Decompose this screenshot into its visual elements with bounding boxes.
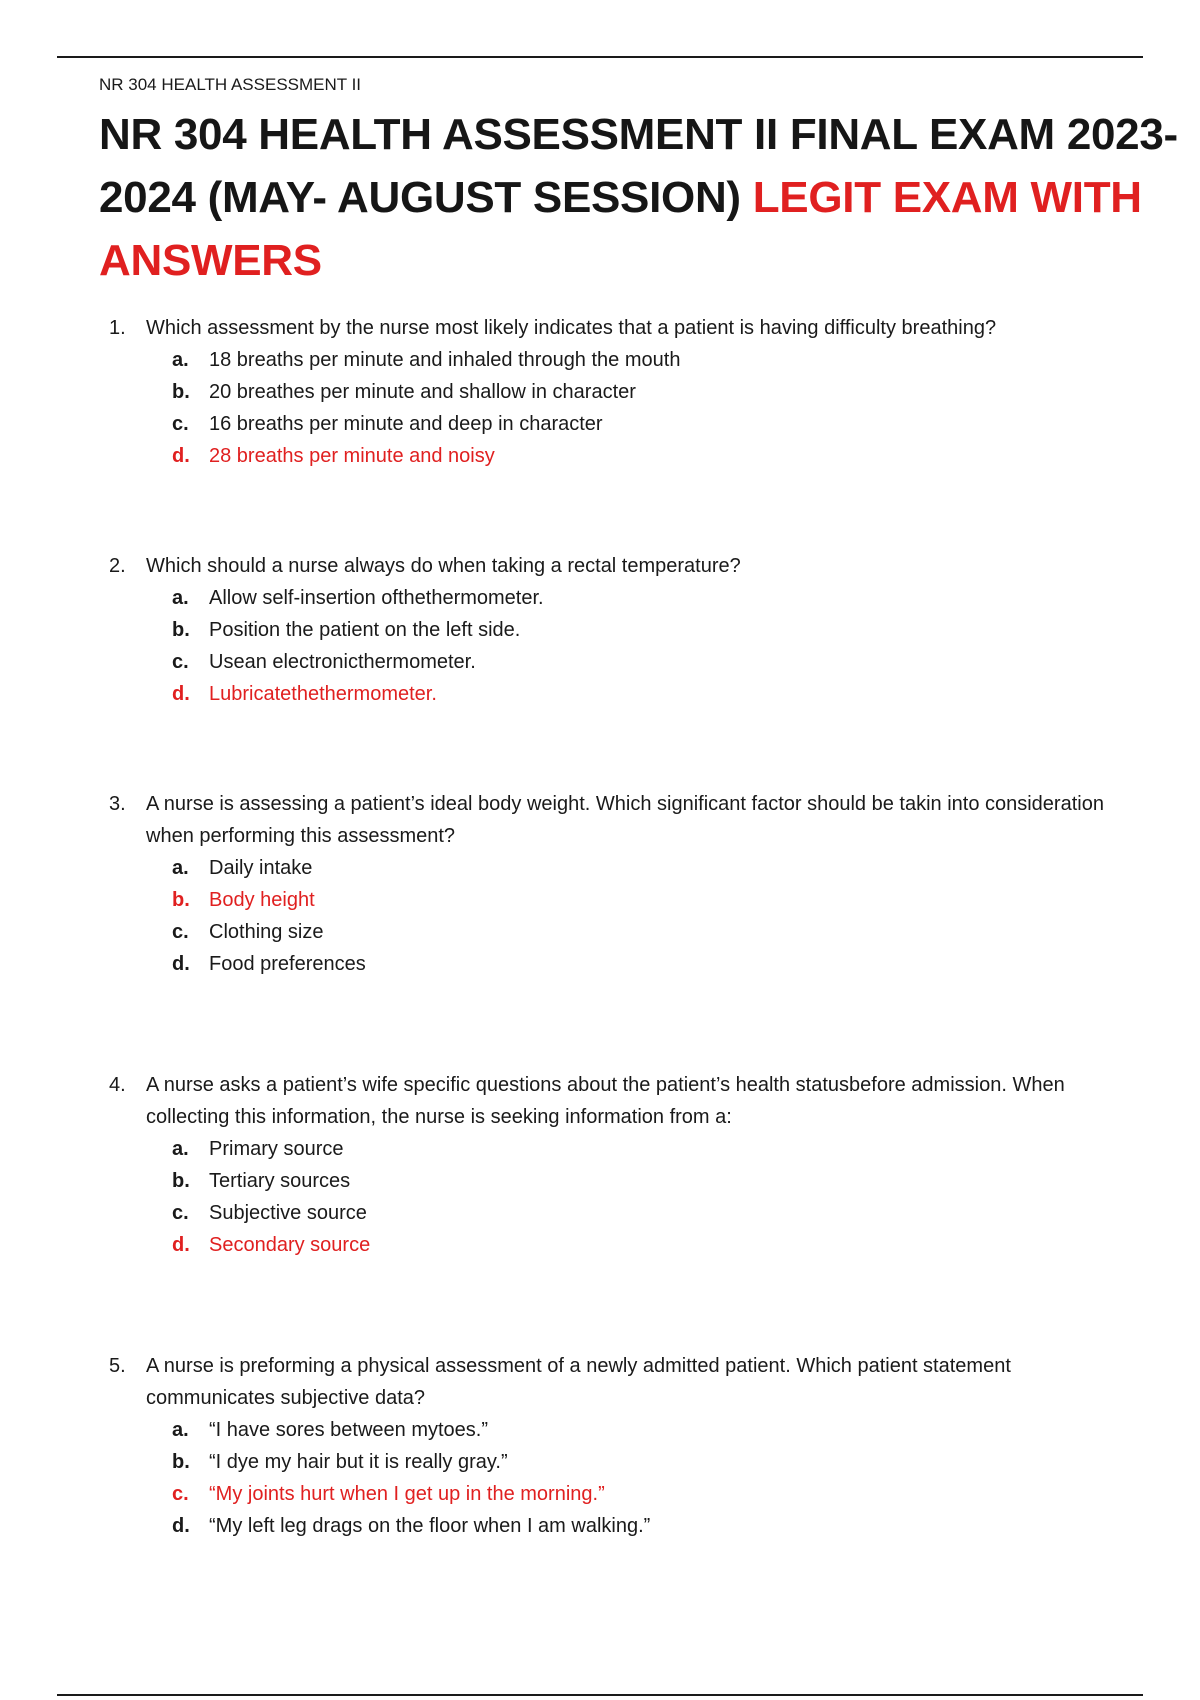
option-list [0,582,1200,710]
option-letter: a. [172,1138,189,1160]
option-list [0,1133,1200,1261]
option-a [0,344,1200,376]
option-text: 16 breaths per minute and deep in character [209,413,603,435]
option-b-correct-answer [0,884,1200,916]
question-text: Which should a nurse always do when taking a rectal temperature? [146,555,741,577]
question-number: 3. [109,793,126,815]
question-stem [0,1069,1200,1133]
option-letter: d. [172,445,190,467]
question-text: A nurse is preforming a physical assessment of a newly admitted patient. Which patient statement communicates subjective data? [146,1355,1011,1409]
question-stem [0,788,1200,852]
option-b [0,376,1200,408]
title-main: NR 304 HEALTH ASSESSMENT II FINAL EXAM 2023-2024 (MAY- AUGUST SESSION) [99,110,1178,222]
option-letter: a. [172,1419,189,1441]
option-text: Subjective source [209,1202,367,1224]
question-1 [0,312,1200,472]
option-c [0,408,1200,440]
option-a [0,852,1200,884]
spacer [0,980,1200,1069]
question-4 [0,1069,1200,1261]
option-text: Food preferences [209,953,366,975]
option-text: Body height [209,889,315,911]
option-letter: b. [172,1170,190,1192]
question-number: 4. [109,1074,126,1096]
footer-rule [57,1694,1143,1696]
question-number: 1. [109,317,126,339]
title-highlight: LEGIT EXAM WITH ANSWERS [99,173,1142,285]
option-letter: b. [172,381,190,403]
option-text: “My left leg drags on the floor when I am walking.” [209,1515,651,1537]
option-letter: c. [172,651,189,673]
option-text: “My joints hurt when I get up in the morning.” [209,1483,605,1505]
option-letter: d. [172,683,190,705]
option-text: 28 breaths per minute and noisy [209,445,495,467]
question-3 [0,788,1200,980]
option-letter: c. [172,1483,189,1505]
option-text: “I have sores between mytoes.” [209,1419,489,1441]
spacer [0,472,1200,550]
option-letter: c. [172,413,189,435]
page-title [99,103,1189,292]
option-b [0,614,1200,646]
option-text: 20 breathes per minute and shallow in character [209,381,636,403]
option-list [0,1414,1200,1542]
option-c [0,1197,1200,1229]
spacer [0,1261,1200,1350]
option-letter: b. [172,619,190,641]
question-stem [0,1350,1200,1414]
question-text: A nurse is assessing a patient’s ideal body weight. Which significant factor should be takin into consideration when performing this assessment? [146,793,1104,847]
option-b [0,1165,1200,1197]
option-list [0,344,1200,472]
option-letter: d. [172,953,190,975]
option-d [0,1510,1200,1542]
question-number: 5. [109,1355,126,1377]
option-letter: d. [172,1234,190,1256]
option-d-correct-answer [0,1229,1200,1261]
question-2 [0,550,1200,710]
option-letter: c. [172,1202,189,1224]
question-number: 2. [109,555,126,577]
option-text: Position the patient on the left side. [209,619,521,641]
spacer [0,710,1200,788]
header-rule [57,56,1143,58]
option-b [0,1446,1200,1478]
option-text: Lubricatethethermometer. [209,683,437,705]
option-text: “I dye my hair but it is really gray.” [209,1451,508,1473]
option-letter: c. [172,921,189,943]
option-c-correct-answer [0,1478,1200,1510]
option-d-correct-answer [0,678,1200,710]
option-text: Allow self-insertion ofthethermometer. [209,587,544,609]
option-d [0,948,1200,980]
question-text: Which assessment by the nurse most likely indicates that a patient is having difficulty breathing? [146,317,997,339]
question-list [0,312,1200,1542]
question-text: A nurse asks a patient’s wife specific questions about the patient’s health statusbefore admission. When collecting this information, the nurse is seeking information from a: [146,1074,1065,1128]
option-text: Daily intake [209,857,313,879]
option-letter: a. [172,857,189,879]
question-stem [0,550,1200,582]
running-header: NR 304 HEALTH ASSESSMENT II [99,75,362,94]
option-text: 18 breaths per minute and inhaled through the mouth [209,349,681,371]
option-c [0,646,1200,678]
option-a [0,1133,1200,1165]
option-letter: b. [172,1451,190,1473]
question-stem [0,312,1200,344]
option-text: Primary source [209,1138,344,1160]
option-letter: d. [172,1515,190,1537]
option-d-correct-answer [0,440,1200,472]
option-text: Clothing size [209,921,324,943]
option-text: Tertiary sources [209,1170,351,1192]
option-letter: a. [172,349,189,371]
option-letter: b. [172,889,190,911]
question-5 [0,1350,1200,1542]
option-a [0,1414,1200,1446]
option-letter: a. [172,587,189,609]
option-text: Usean electronicthermometer. [209,651,476,673]
option-text: Secondary source [209,1234,371,1256]
option-list [0,852,1200,980]
option-a [0,582,1200,614]
option-c [0,916,1200,948]
